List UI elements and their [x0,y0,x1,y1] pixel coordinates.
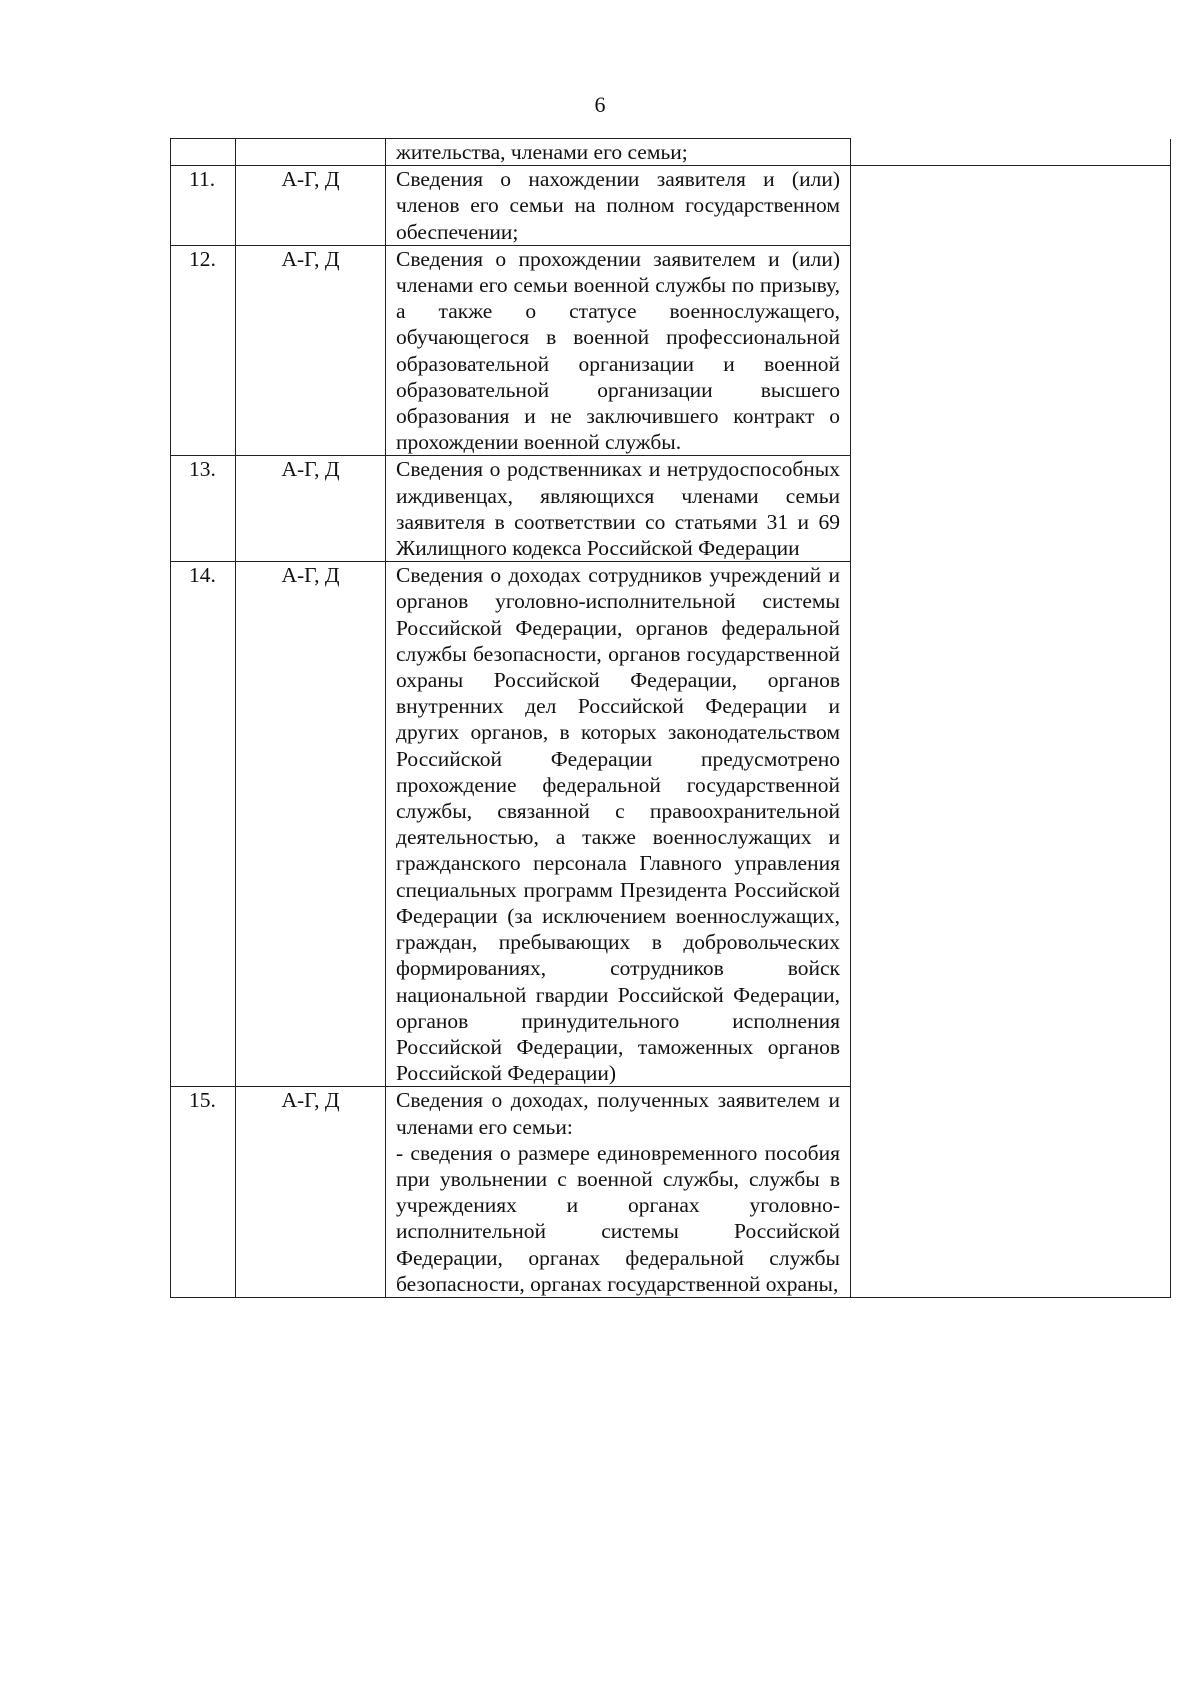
row-number: 13. [171,456,236,562]
documents-table [170,138,1171,1298]
description-text: жительства, членами его семьи; [396,140,688,164]
page-number: 6 [594,92,606,117]
description-text: - сведения о размере единовременного пособия при увольнении с военной службы, службы в учреждениях и органах уголовно-исполнительной системы Российской Федерации, органах федеральной службы безопасности, органах государственной охраны, [396,1140,840,1296]
table-row-continuation [171,139,1171,166]
description-cell [386,562,851,1087]
row-number: 11. [171,166,236,246]
description-cell [386,245,851,456]
description-text: Сведения о нахождении заявителя и (или) членов его семьи на полном государственном обеспечении; [396,167,840,244]
description-cell [386,456,851,562]
empty-cell [851,139,1171,166]
row-number: 14. [171,562,236,1087]
code-cell [236,139,386,166]
number-cell [171,139,236,166]
description-cell [386,1087,851,1298]
row-number: 15. [171,1087,236,1298]
description-text: Сведения о родственниках и нетрудоспособных иждивенцах, являющихся членами семьи заявителя в соответствии со статьями 31 и 69 Жилищного кодекса Российской Федерации [396,457,840,561]
row-code: А-Г, Д [236,166,386,246]
description-text: Сведения о доходах сотрудников учреждений и органов уголовно-исполнительной системы Российской Федерации, органов федеральной службы безопасности, органов государственной охраны Российской Федерации, органов внутренних дел Российской Федерации и других органов, в которых законодательством Российской Федерации предусмотрено прохождение федеральной государственной службы, связанной с правоохранительной деятельностью, а также военнослужащих и гражданского персонала Главного управления специальных программ Президента Российской Федерации (за исключением военнослужащих, граждан, пребывающих в добровольческих формированиях, сотрудников войск национальной гвардии Российской Федерации, органов принудительного исполнения Российской Федерации, таможенных органов Российской Федерации) [396,563,840,1086]
description-text: Сведения о прохождении заявителем и (или) членами его семьи военной службы по призыву, а также о статусе военнослужащего, обучающегося в военной профессиональной образовательной организации и военной образовательной организации высшего образования и не заключившего контракт о прохождении военной службы. [396,246,840,455]
row-code: А-Г, Д [236,1087,386,1298]
description-cell [386,139,851,166]
row-code: А-Г, Д [236,562,386,1087]
description-text: Сведения о доходах, полученных заявителем и членами его семьи: [396,1088,840,1139]
table-row [171,166,1171,246]
row-number: 12. [171,245,236,456]
row-code: А-Г, Д [236,245,386,456]
empty-cell [851,166,1171,1298]
row-code: А-Г, Д [236,456,386,562]
description-cell [386,166,851,246]
